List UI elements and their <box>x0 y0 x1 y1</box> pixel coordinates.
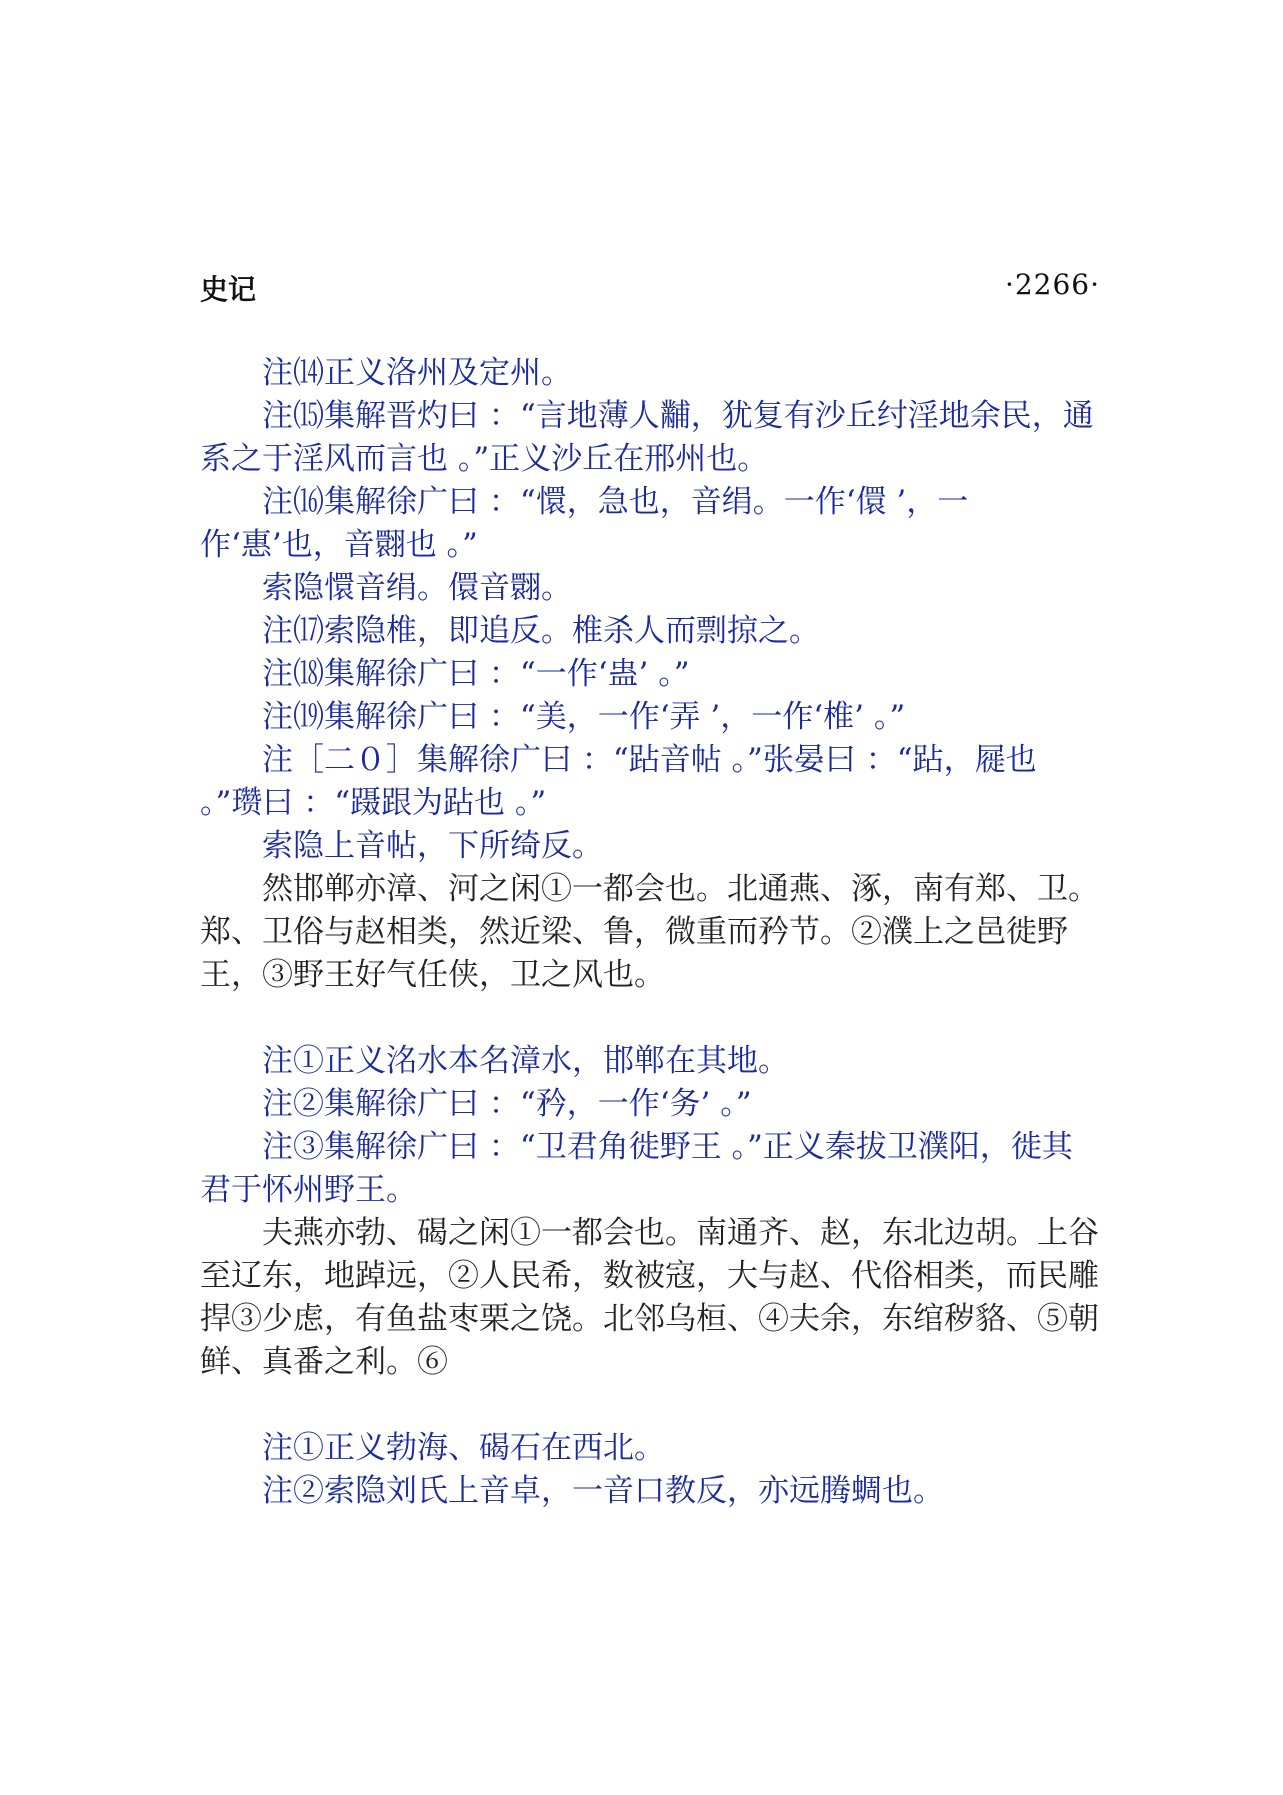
annotation-paragraph: 注⒄索隐椎，即追反。椎杀人而剽掠之。 <box>262 613 820 649</box>
annotation-paragraph: 索隐上音帖，下所绮反。 <box>262 828 603 864</box>
annotation-paragraph: 注①正义洺水本名漳水，邯郸在其地。 <box>262 1043 789 1079</box>
main-text-paragraph: 然邯郸亦漳、河之闲①一都会也。北通燕、涿，南有郑、卫。郑、卫俗与赵相类，然近梁、鲁，微重而矜节。②濮上之邑徙野王，③野王好气任侠，卫之风也。 <box>200 871 1099 993</box>
annotation-paragraph: 索隐懁音绢。儇音翾。 <box>262 570 572 606</box>
annotation-paragraph: 注⒅集解徐广曰 ：“一作‘蛊’ 。” <box>262 656 690 692</box>
annotation-paragraph: 注⒃集解徐广曰 ：“懁，急也，音绢。一作‘儇 ’，一作‘惠’也，音翾也 。” <box>200 484 969 563</box>
annotation-paragraph: 注③集解徐广曰 ：“卫君角徙野王 。”正义秦拔卫濮阳，徙其君于怀州野王。 <box>200 1129 1073 1208</box>
page-content <box>200 352 1100 1513</box>
annotation-paragraph: 注⒁正义洛州及定州。 <box>262 355 572 391</box>
paragraph-spacer <box>200 997 1100 1040</box>
paragraph-spacer <box>200 1384 1100 1427</box>
annotation-paragraph: 注⒆集解徐广曰 ：“美，一作‘弄 ’，一作‘椎’ 。” <box>262 699 906 735</box>
annotation-paragraph: 注②集解徐广曰 ：“矜，一作‘务’ 。” <box>262 1086 752 1122</box>
annotation-paragraph: 注［二０］集解徐广曰 ：“跕音帖 。”张晏曰 ：“跕，屣也 。”瓒曰 ：“蹑跟为跕也 。” <box>200 742 1037 821</box>
main-text-paragraph: 夫燕亦勃、碣之闲①一都会也。南通齐、赵，东北边胡。上谷至辽东，地踔远，②人民希，数被寇，大与赵、代俗相类，而民雕捍③少虑，有鱼盐枣栗之饶。北邻乌桓、④夫余，东绾秽貉、⑤朝鲜、真番之利。⑥ <box>200 1215 1099 1380</box>
page-number: ·2266· <box>1004 268 1100 301</box>
annotation-paragraph: 注①正义勃海、碣石在西北。 <box>262 1430 665 1466</box>
page-header <box>200 268 1100 308</box>
book-title: 史记 <box>200 273 257 306</box>
annotation-paragraph: 注②索隐刘氏上音卓，一音口教反，亦远腾蜩也。 <box>262 1473 944 1509</box>
annotation-paragraph: 注⒂集解晋灼曰 ：“言地薄人黼，犹复有沙丘纣淫地余民，通系之于淫风而言也 。”正义沙丘在邢州也。 <box>200 398 1094 477</box>
